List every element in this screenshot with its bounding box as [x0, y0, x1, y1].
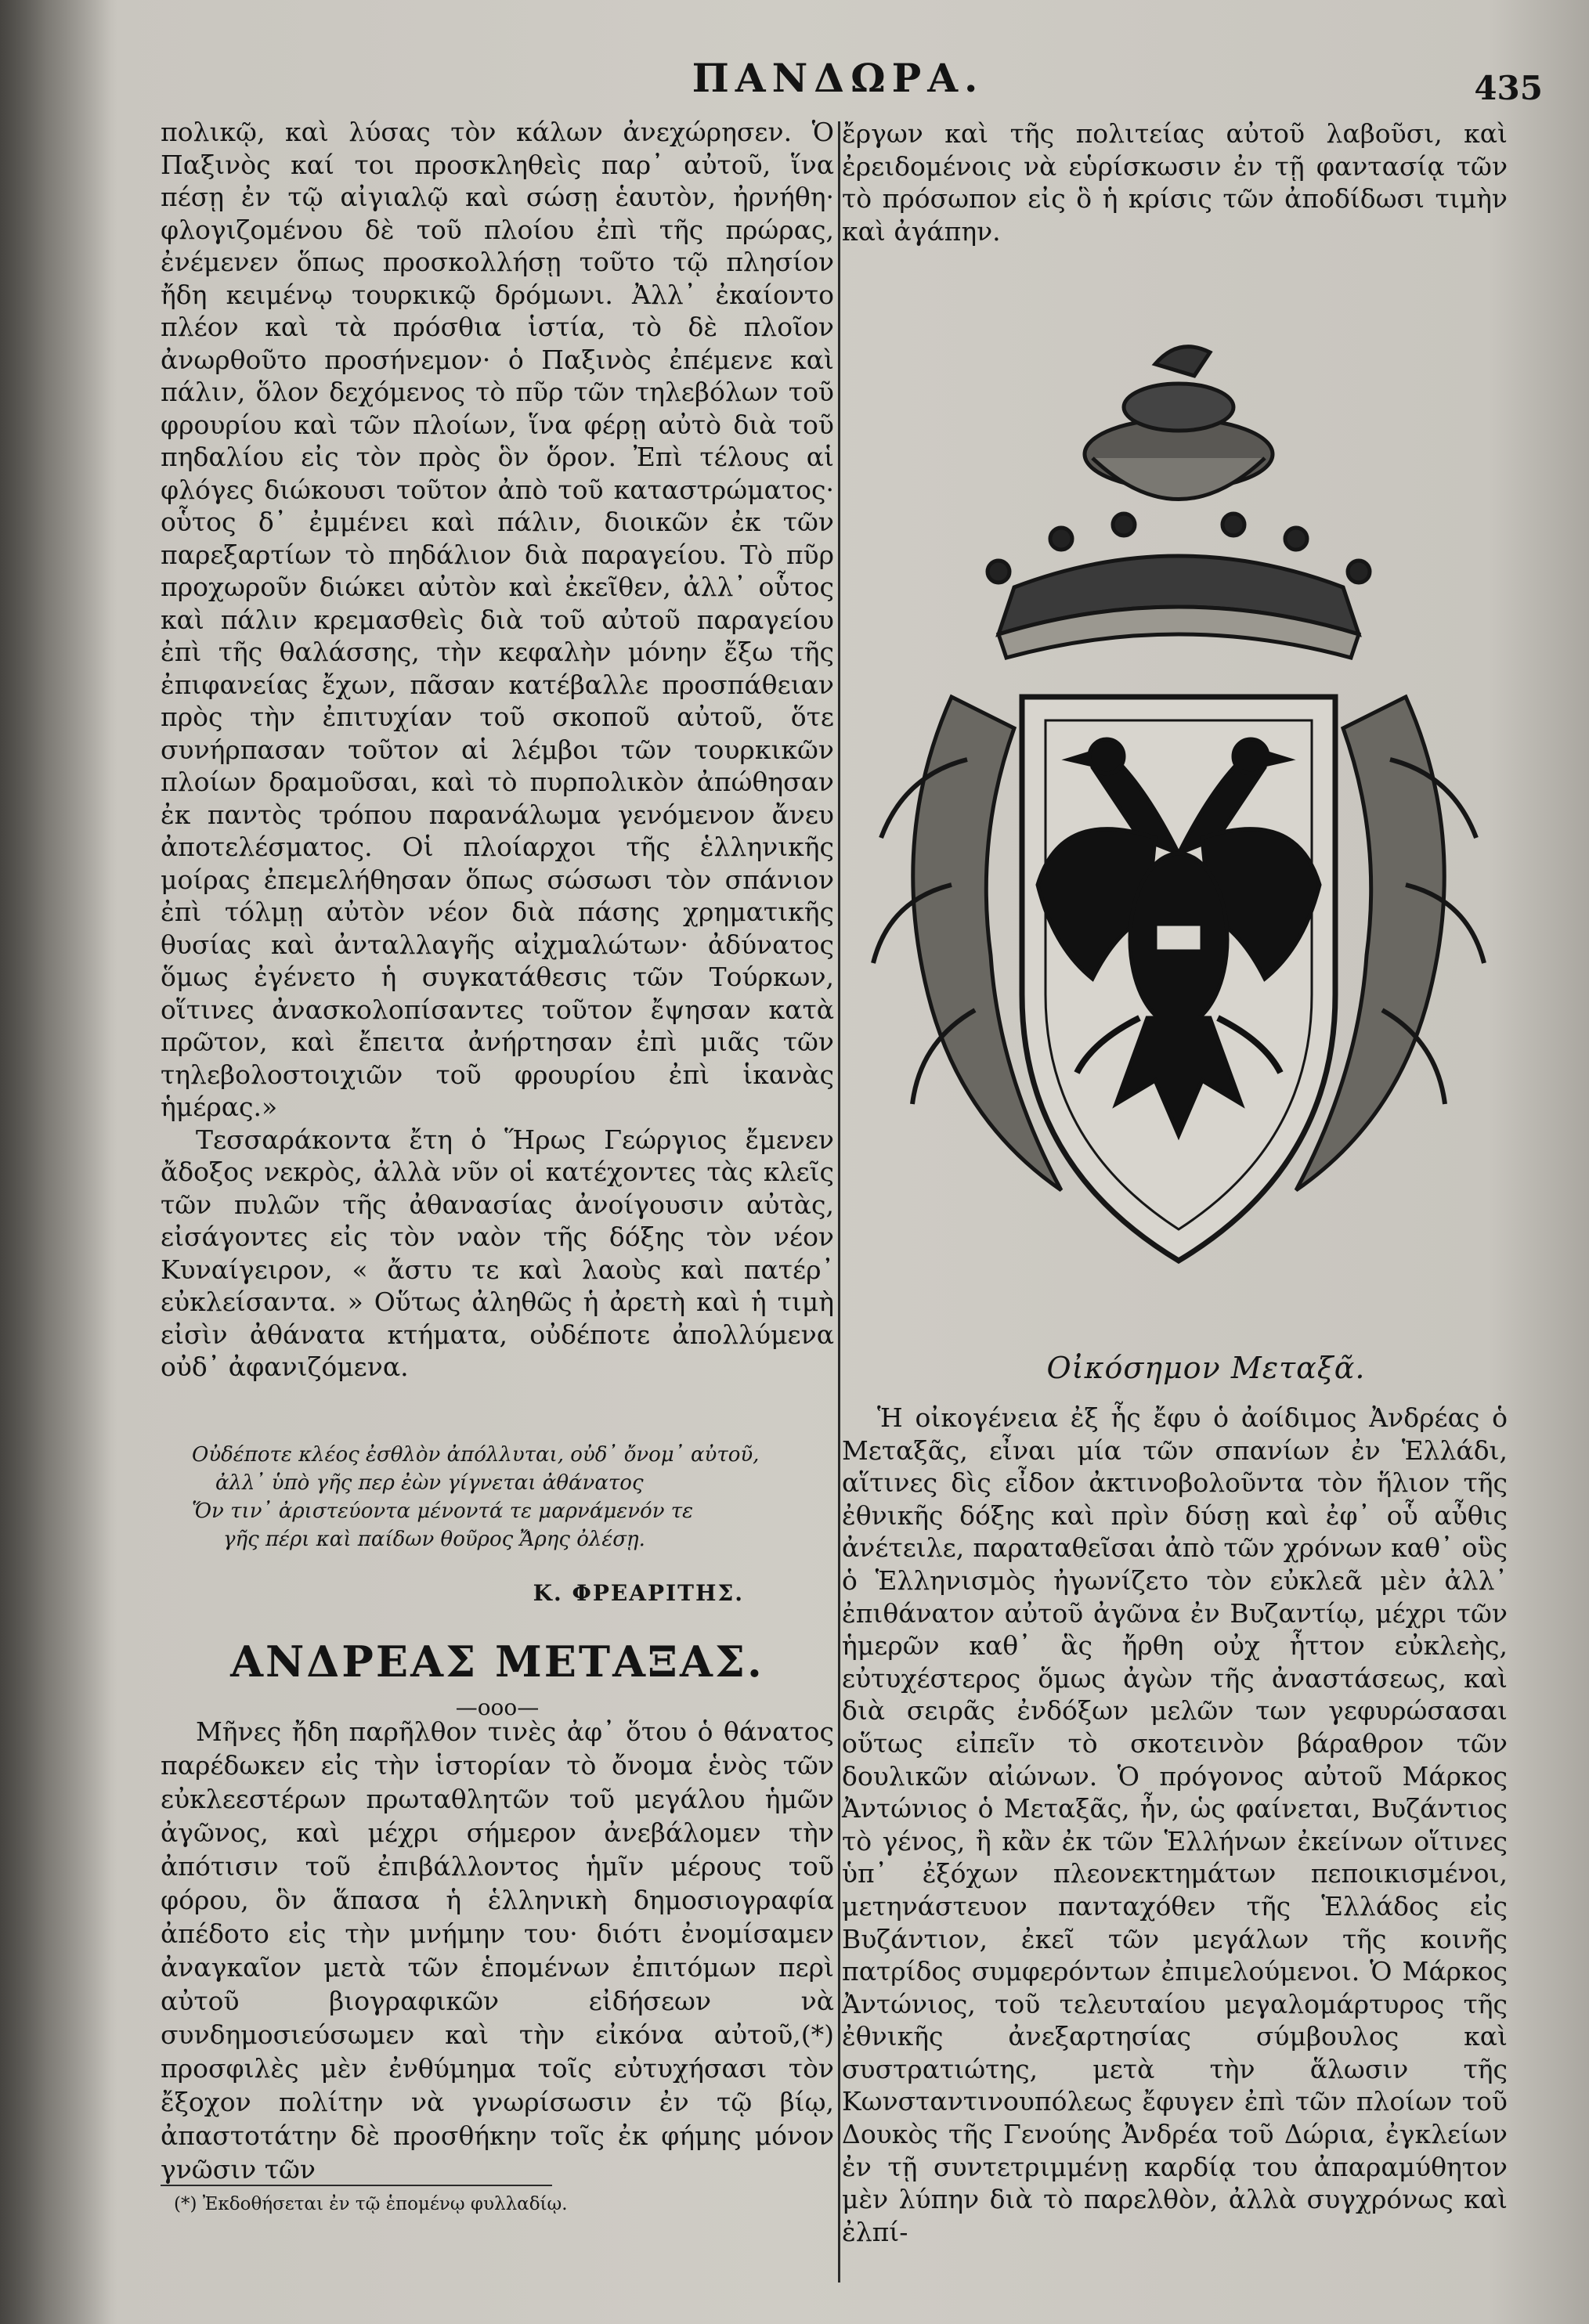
epigram-line: ἀλλ᾽ ὑπὸ γῆς περ ἐὼν γίγνεται ἀθάνατος	[215, 1471, 644, 1495]
author-signature: Κ. ΦΡΕΑΡΙΤΗΣ.	[533, 1580, 744, 1606]
coat-of-arms-illustration	[858, 290, 1500, 1315]
right-column-top-text	[842, 117, 1508, 247]
epigram-line: Οὐδέποτε κλέος ἐσθλὸν ἀπόλλυται, οὐδ᾽ ὄνομ᾽ αὐτοῦ,	[192, 1443, 760, 1467]
footnote-rule	[161, 2185, 552, 2186]
left-paragraph-1: πολικῷ, καὶ λύσας τὸν κάλων ἀνεχώρησεν. Ὁ Παξινὸς καί τοι προσκληθεὶς παρ᾽ αὐτοῦ, ἵνα πέσῃ ἐν τῷ αἰγιαλῷ καὶ σώσῃ ἑαυτὸν, ἠρνήθη· φλογιζομένου δὲ τοῦ πλοίου ἐπὶ τῆς πρώρας, ἐνέμενεν ὅπως προσκολλήσῃ τοῦτο τῷ πλησίον ἤδη κειμένῳ τουρκικῷ δρόμωνι. Ἀλλ᾽ ἐκαίοντο πλέον καὶ τὰ πρόσθια ἱστία, τὸ δὲ πλοῖον ἀνωρθοῦτο προσήνεμον· ὁ Παξινὸς ἐπέμενε καὶ πάλιν, ὅλον δεχόμενος τὸ πῦρ τῶν τηλεβόλων τοῦ φρουρίου καὶ τῶν πλοίων, ἵνα φέρῃ αὐτὸ διὰ τοῦ πηδαλίου εἰς τὸν πρὸς ὃν ὅρον. Ἐπὶ τέλους αἱ φλόγες διώκουσι τοῦτον ἀπὸ τοῦ καταστρώματος· οὗτος δ᾽ ἐμμένει καὶ πάλιν, διοικῶν ἐκ τῶν παρεξαρτίων τὸ πηδάλιον διὰ παραγείου. Τὸ πῦρ προχωροῦν διώκει αὐτὸν καὶ ἐκεῖθεν, ἀλλ᾽ οὗτος καὶ πάλιν κρεμασθεὶς διὰ τοῦ αὐτοῦ παραγείου ἐπὶ τῆς θαλάσσης, τὴν κεφαλὴν μόνην ἔξω τῆς ἐπιφανείας ἔχων, πᾶσαν κατέβαλλε προσπάθειαν πρὸς τὴν ἐπιτυχίαν τοῦ σκοποῦ αὐτοῦ, ὅτε συνήρπασαν τοῦτον αἱ λέμβοι τῶν τουρκικῶν πλοίων δραμοῦσαι, καὶ τὸ πυρπολικὸν ἀπώθησαν ἐκ παντὸς τρόπου παρανάλωμα γενόμενον ἄνευ ἀποτελέσματος. Οἱ πλοίαρχοι τῆς ἑλληνικῆς μοίρας ἐπεμελήθησαν ὅπως σώσωσι τὸν σπάνιον ἐπὶ τόλμῃ αὐτὸν νέον διὰ πάσης χρηματικῆς θυσίας καὶ ἀνταλλαγῆς αἰχμαλώτων· ἀδύνατος ὅμως ἐγένετο ἡ συγκατάθεσις τῶν Τούρκων, οἵτινες ἀνασκολοπίσαντες τοῦτον ἔψησαν κατὰ πρῶτον, καὶ ἔπειτα ἀνήρτησαν ἐπὶ μιᾶς τῶν τηλεβολοστοιχιῶν τοῦ φρουρίου ἐπὶ ἱκανὰς ἡμέρας.»	[161, 117, 834, 1122]
title-separator: —ooo—	[455, 1694, 540, 1720]
left-column-text	[161, 116, 834, 1384]
right-column-article	[842, 1402, 1508, 2248]
right-article-paragraph: Ἡ οἰκογένεια ἐξ ἧς ἔφυ ὁ ἀοίδιμος Ἀνδρέας ὁ Μεταξᾶς, εἶναι μία τῶν σπανίων ἐν Ἑλλάδι, αἵτινες δὶς εἶδον ἀκτινοβολοῦντα τὸν ἥλιον τῆς ἐθνικῆς δόξης καὶ πρὶν δύσῃ καὶ ἐφ᾽ οὗ αὖθις ἀνέτειλε, παραταθεῖσαι ἀπὸ τῶν χρόνων καθ᾽ οὓς ὁ Ἑλληνισμὸς ἠγωνίζετο τὸν εὐκλεᾶ μὲν ἀλλ᾽ ἐπιθάνατον αὐτοῦ ἀγῶνα ἐν Βυζαντίῳ, μέχρι τῶν ἡμερῶν καθ᾽ ἃς ἤρθη οὐχ ἧττον εὐκλεὴς, εὐτυχέστερος ὅμως ἀγὼν τῆς ἀναστάσεως, καὶ διὰ σειρᾶς ἐνδόξων μελῶν των γεφυρώσασαι οὕτως εἰπεῖν τὸ σκοτεινὸν βάραθρον τῶν δουλικῶν αἰώνων. Ὁ πρόγονος αὐτοῦ Μάρκος Ἀντώνιος ὁ Μεταξᾶς, ἦν, ὡς φαίνεται, Βυζάντιος τὸ γένος, ἢ κἂν ἐκ τῶν Ἑλλήνων ἐκείνων οἵτινες ὑπ᾽ ἐξόχων πλεονεκτημάτων πεποικισμένοι, μετηνάστευον πανταχόθεν τῆς Ἑλλάδος εἰς Βυζάντιον, ἐκεῖ τῶν μεγάλων τῆς κοινῆς πατρίδος συμφερόντων ἐπιμελούμενοι. Ὁ Μάρκος Ἀντώνιος, τοῦ τελευταίου μεγαλομάρτυρος τῆς ἐθνικῆς ἀνεξαρτησίας σύμβουλος καὶ συστρατιώτης, μετὰ τὴν ἅλωσιν τῆς Κωνσταντινουπόλεως ἔφυγεν ἐπὶ τῶν πλοίων τοῦ Δουκὸς τῆς Γενούης Ἀνδρέα τοῦ Δώρια, ἐγκλείων ἐν τῇ συντετριμμένῃ καρδίᾳ του ἀπαραμύθητον μὲν λύπην διὰ τὸ παρελθὸν, ἀλλὰ συγχρόνως καὶ ἐλπί-	[842, 1402, 1508, 2247]
epigram-line: γῆς πέρι καὶ παίδων θοῦρος Ἄρης ὀλέσῃ.	[223, 1528, 645, 1551]
binding-shadow	[0, 0, 117, 2324]
article-body-left	[161, 1715, 834, 2186]
page-number: 435	[1474, 69, 1543, 107]
article-paragraph: Μῆνες ἤδη παρῆλθον τινὲς ἀφ᾽ ὅτου ὁ θάνατος παρέδωκεν εἰς τὴν ἱστορίαν τὸ ὄνομα ἑνὸς τῶν εὐκλεεστέρων πρωταθλητῶν τοῦ μεγάλου ἡμῶν ἀγῶνος, καὶ μέχρι σήμερον ἀνεβάλομεν τὴν ἀπότισιν τοῦ ἐπιβάλλοντος ἡμῖν μέρους τοῦ φόρου, ὃν ἅπασα ἡ ἑλληνικὴ δημοσιογραφία ἀπέδοτο εἰς τὴν μνήμην του· διότι ἐνομίσαμεν ἀναγκαῖον μετὰ τῶν ἑπομένων ἐπιτόμων περὶ αὐτοῦ βιογραφικῶν εἰδήσεων νὰ συνδημοσιεύσωμεν καὶ τὴν εἰκόνα αὐτοῦ,(*) προσφιλὲς μὲν ἐνθύμημα τοῖς εὐτυχήσασι τὸν ἔξοχον πολίτην νὰ γνωρίσωσιν ἐν τῷ βίῳ, ἀπαστοτάτην δὲ προσθήκην τοῖς ἐκ φήμης μόνον γνῶσιν τῶν	[161, 1716, 834, 2185]
running-title: ΠΑΝΔΩΡΑ.	[692, 55, 984, 101]
epigram-line: Ὅν τιν᾽ ἀριστεύοντα μένοντά τε μαρνάμενόν τε	[192, 1499, 694, 1523]
article-title: ΑΝΔΡΕΑΣ ΜΕΤΑΞΑΣ.	[230, 1637, 764, 1687]
column-divider	[838, 121, 840, 2282]
quoted-epigram	[192, 1441, 811, 1554]
right-top-paragraph: ἔργων καὶ τῆς πολιτείας αὐτοῦ λαβοῦσι, καὶ ἐρειδομένοις νὰ εὑρίσκωσιν ἐν τῇ φαντασίᾳ τῶν τὸ πρόσωπον εἰς ὃ ἡ κρίσις τῶν ἀποδίδωσι τιμὴν καὶ ἀγάπην.	[842, 118, 1508, 247]
left-paragraph-2: Τεσσαράκοντα ἔτη ὁ Ἥρως Γεώργιος ἔμενεν ἄδοξος νεκρὸς, ἀλλὰ νῦν οἱ κατέχοντες τὰς κλεῖς τῶν πυλῶν τῆς ἀθανασίας ἀνοίγουσιν αὐτὰς, εἰσάγοντες εἰς τὸν ναὸν τῆς δόξης τὸν νέον Κυναίγειρον, « ἄστυ τε καὶ λαοὺς καὶ πατέρ᾽ εὐκλείσαντα. » Οὕτως ἀληθῶς ἡ ἀρετὴ καὶ ἡ τιμὴ εἰσὶν ἀθάνατα κτήματα, οὐδέποτε ἀπολλύμενα οὐδ᾽ ἀφανιζόμενα.	[161, 1124, 834, 1382]
figure-caption: Οἰκόσημον Μεταξᾶ.	[1046, 1351, 1366, 1385]
footnote: (*) Ἐκδοθήσεται ἐν τῷ ἑπομένῳ φυλλαδίῳ.	[174, 2194, 568, 2214]
